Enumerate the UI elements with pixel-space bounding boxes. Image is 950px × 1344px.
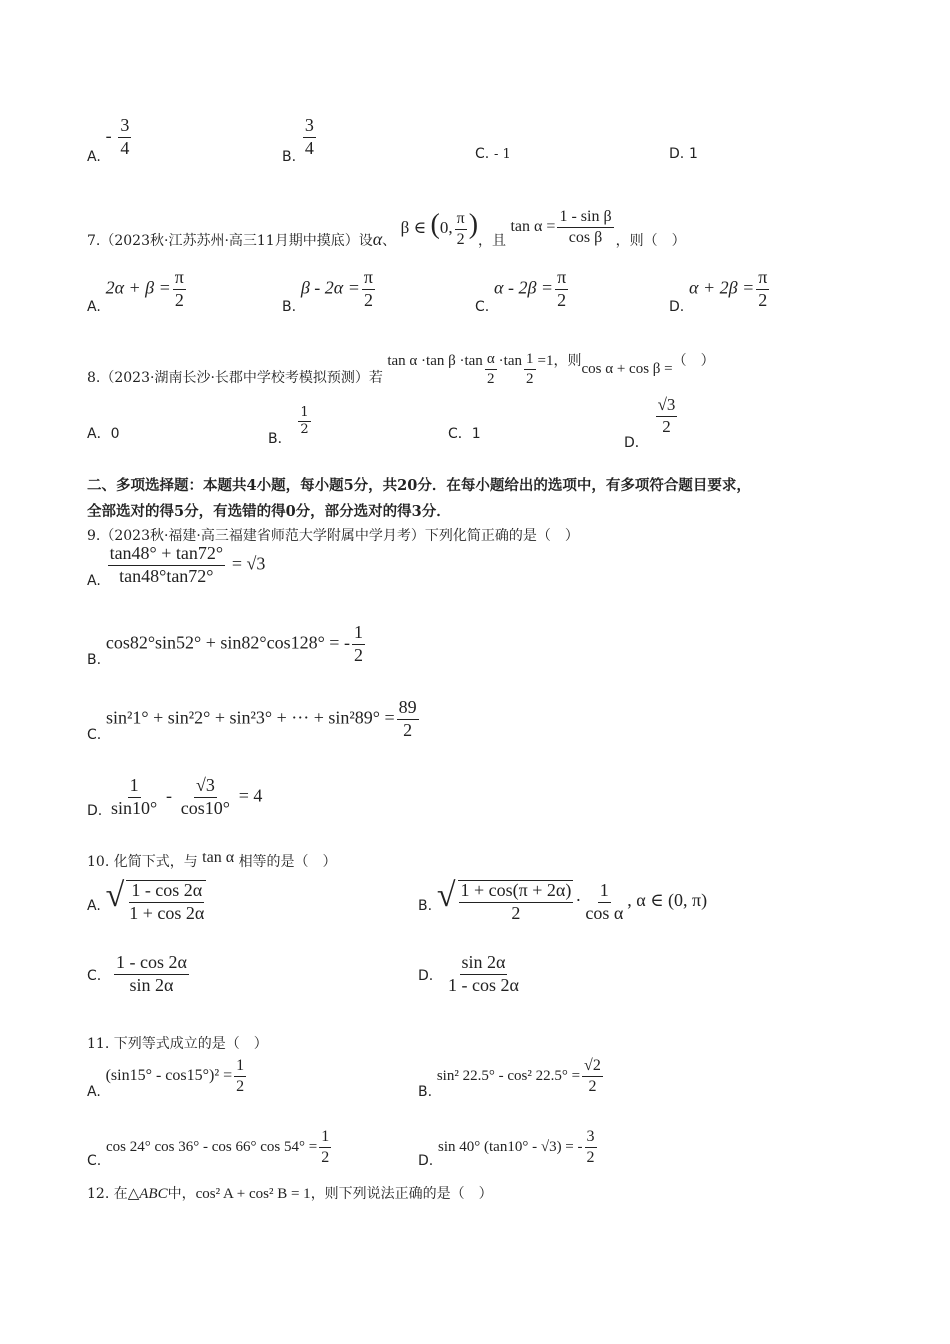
option-label: D.	[669, 299, 685, 316]
q6-option-b	[282, 115, 318, 166]
q12-stem: 12. 在△ABC中，cos² A + cos² B = 1，则下列说法正确的是（ ）	[87, 1186, 493, 1202]
q8-option-b: B． $\frac{1}{2}$	[268, 405, 309, 447]
q9-stem: 9.（2023秋·福建·高三福建省师范大学附属中学月考）下列化简正确的是（ ）	[87, 528, 579, 544]
question-source: （2023秋·江苏苏州·高三11月期中摸底）设	[100, 233, 373, 249]
option-label: C.	[475, 299, 490, 316]
q6-option-a	[87, 115, 133, 166]
q11-option-c: C. cos 24° cos 36° - cos 66° cos 54° = $\frac{1}{2}$	[87, 1128, 330, 1170]
q9-option-d: D. $\frac{1}{\sin 10^\circ}$ - $\frac{√3}{\cos 10^\circ}$ = 4	[87, 775, 263, 820]
q6-option-c	[475, 144, 511, 162]
q10-option-c: C. $\frac{1 - \cos 2\alpha}{\sin 2\alpha}$	[87, 952, 187, 995]
fraction: $\frac{3}{4}$	[120, 115, 130, 158]
question-number: 7.	[87, 233, 101, 249]
q10-option-a: A. √ $\frac{1 - \cos 2\alpha}{1 + \cos 2\alpha}$	[87, 877, 205, 923]
question-number: 8.	[87, 370, 101, 386]
section-heading-line1: 二、多项选择题：本题共4小题，每小题5分，共20分．在每小题给出的选项中，有多项符合题目要求，	[87, 477, 751, 494]
minus-sign: -	[105, 125, 112, 146]
q10-stem: 10. 化简下式，与 tan α 相等的是（ ）	[87, 849, 337, 870]
q9-option-b: B. cos82°sin52° + sin82°cos128° = - $\frac{1}{2}$	[87, 622, 363, 669]
question-source: （2023·湖南长沙·长郡中学校考模拟预测）若	[100, 370, 383, 386]
q11-stem: 11. 下列等式成立的是（ ）	[87, 1036, 268, 1052]
q7-option-d: D. α + 2β = $\frac{\pi}{2}$	[669, 267, 768, 316]
q9-option-c: C. sin²1° + sin²2° + sin²3° + ··· + sin²89° = $\frac{89}{2}$	[87, 697, 417, 744]
option-label: B.	[282, 299, 297, 316]
q8-option-a: A．0	[87, 426, 120, 442]
option-label: D.	[669, 146, 685, 162]
right-paren: )	[468, 209, 479, 240]
q6-option-d	[669, 144, 698, 162]
q11-option-d: D. sin 40° (tan10° - √3) = - $\frac{3}{2}$	[418, 1128, 595, 1170]
q11-option-a: A. (sin15° - cos15°)² = $\frac{1}{2}$	[87, 1057, 245, 1101]
option-label: B.	[282, 149, 297, 166]
sqrt-sign: √	[105, 877, 125, 914]
left-paren: (	[430, 209, 440, 240]
q8-stem: 8.（2023·湖南长沙·长郡中学校考模拟预测）若 tan α ·tan β ·tan $\frac{\alpha}{2}$ ·tan $\frac{1}{2}$ =1，则cos α + cos β =（ ）	[87, 351, 715, 387]
option-label: A.	[87, 299, 101, 316]
q8-option-c: C．1	[448, 426, 481, 442]
option-label: A.	[87, 149, 101, 166]
option-label: C.	[475, 146, 490, 162]
q10-option-d: D. $\frac{\sin 2\alpha}{1 - \cos 2\alpha}$	[418, 952, 519, 995]
q11-option-b: B. sin² 22.5° - cos² 22.5° = $\frac{√2}{2}$	[418, 1057, 601, 1101]
fraction: $\frac{3}{4}$	[304, 115, 314, 158]
option-value: - 1	[494, 147, 511, 162]
q10-option-b: B. √ $\frac{1 + \cos(\pi + 2\alpha)}{2}$ · $\frac{1}{\text{cos α}}$ , α ∈ (0, π)	[418, 877, 708, 923]
q7-option-b: B. β - 2α = $\frac{\pi}{2}$	[282, 267, 373, 316]
q7-option-c: C. α - 2β = $\frac{\pi}{2}$	[475, 267, 567, 316]
section-heading-line2: 全部选对的得5分，有选错的得0分，部分选对的得3分．	[87, 503, 451, 520]
q7-option-a: A. 2α + β = $\frac{\pi}{2}$	[87, 267, 184, 316]
q8-option-d: D． $\frac{√3}{2}$	[624, 395, 676, 452]
q7-stem: 7.（2023秋·江苏苏州·高三11月期中摸底）设α、 β ∈ (0, $\frac{\pi}{2}$ )，且 tan α = $\frac{\text{1 - sin β}}{\text{cos β}}$ ，则（ ）	[87, 207, 686, 249]
q9-option-a: A. $\frac{\tan 48^\circ + \tan 72^\circ}{\tan 48^\circ\tan 72^\circ}$ = √3	[87, 543, 266, 590]
option-value: 1	[689, 146, 698, 162]
sqrt-sign: √	[436, 877, 456, 914]
